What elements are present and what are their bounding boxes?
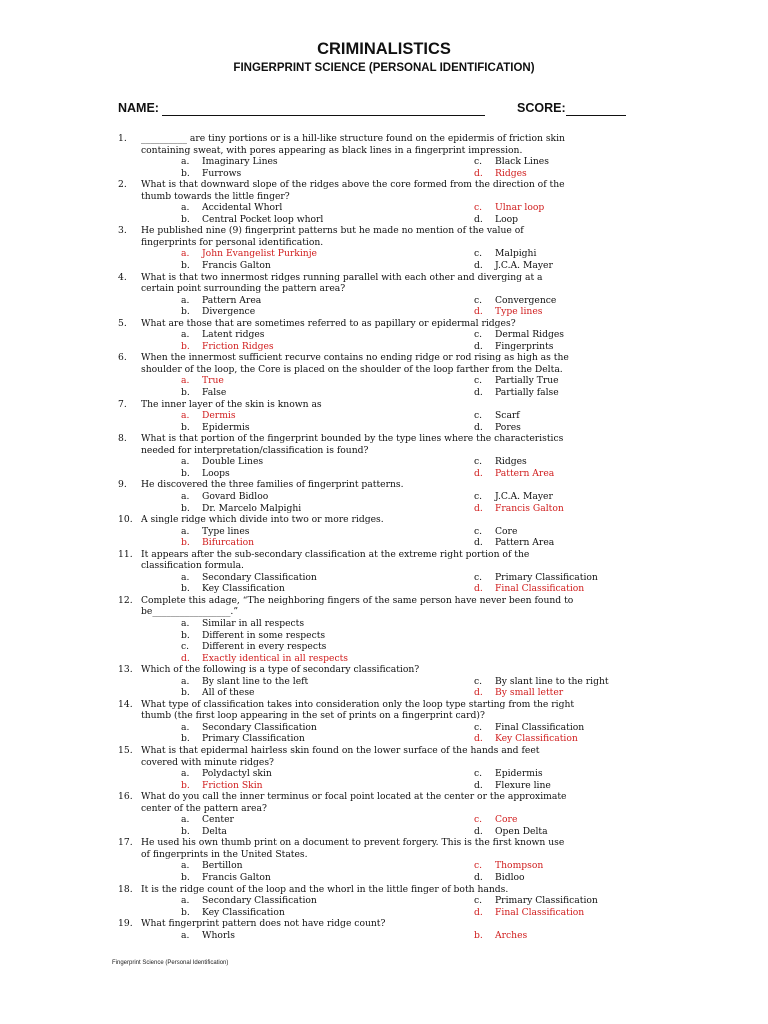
option-letter: b. (474, 929, 483, 941)
option-row (118, 583, 648, 595)
question-text-line (118, 272, 648, 284)
option-letter: b. (181, 537, 190, 549)
option-row (118, 860, 648, 872)
option-text: Key Classification (202, 583, 285, 595)
question-number: 19. (118, 918, 133, 930)
option-letter: b. (181, 825, 190, 837)
option-text: Bifurcation (202, 537, 255, 549)
question-number: 15. (118, 744, 133, 756)
option-row (118, 768, 648, 780)
option-row (118, 537, 648, 549)
option-text: Final Classification (495, 906, 585, 918)
option-row (118, 780, 648, 792)
option-text: Thompson (495, 860, 544, 872)
option-letter: d. (474, 583, 483, 595)
option-letter: c. (474, 895, 483, 907)
question-text-line (118, 710, 648, 722)
question-text: Complete this adage, “The neighboring fingers of the same person have never been found to (141, 594, 574, 606)
option-letter: a. (181, 248, 190, 260)
question-item (118, 179, 648, 225)
question-number: 1. (118, 133, 127, 144)
name-field[interactable] (162, 115, 485, 116)
option-row (118, 410, 648, 422)
question-text-line (118, 918, 648, 930)
option-text: Dermal Ridges (495, 329, 565, 341)
option-text: By slant line to the right (495, 675, 609, 687)
option-row (118, 156, 648, 168)
question-item (118, 918, 648, 941)
option-text: John Evangelist Purkinje (202, 248, 317, 260)
question-text-line (118, 757, 648, 769)
option-letter: d. (474, 213, 483, 225)
option-text: Partially false (495, 387, 559, 399)
option-text: Secondary Classification (202, 571, 317, 583)
option-letter: a. (181, 721, 190, 733)
option-letter: c. (474, 375, 483, 387)
option-letter: b. (181, 340, 190, 352)
option-row (118, 895, 648, 907)
option-text: Exactly identical in all respects (202, 652, 349, 664)
option-letter: d. (181, 652, 190, 664)
option-text: Imaginary Lines (202, 156, 278, 168)
option-text: Double Lines (202, 456, 264, 468)
question-text-line (118, 318, 648, 330)
question-item (118, 595, 648, 664)
name-score-row (118, 101, 638, 119)
question-text: thumb (the first loop appearing in the set of prints on a fingerprint card)? (141, 710, 485, 722)
option-text: Primary Classification (495, 571, 598, 583)
question-text: shoulder of the loop, the Core is placed on the shoulder of the loop farther from the Delta. (141, 363, 563, 375)
option-row (118, 687, 648, 699)
option-letter: a. (181, 768, 190, 780)
option-text: Final Classification (495, 583, 585, 595)
question-text-line (118, 145, 648, 157)
option-letter: d. (474, 733, 483, 745)
option-text: Partially True (495, 375, 559, 387)
question-number: 7. (118, 398, 127, 410)
question-text-line (118, 849, 648, 861)
option-text: Dermis (202, 410, 236, 422)
score-label: SCORE: (517, 101, 566, 115)
option-text: Francis Galton (202, 260, 271, 272)
option-row (118, 295, 648, 307)
question-text: covered with minute ridges? (141, 756, 274, 768)
question-text: A single ridge which divide into two or more ridges. (141, 514, 384, 526)
option-text: Different in some respects (202, 629, 326, 641)
option-row (118, 387, 648, 399)
option-row (118, 306, 648, 318)
option-letter: a. (181, 456, 190, 468)
option-row (118, 641, 648, 653)
question-number: 2. (118, 179, 127, 191)
option-text: Bertillon (202, 860, 243, 872)
option-letter: c. (474, 329, 483, 341)
option-row (118, 733, 648, 745)
option-row (118, 202, 648, 214)
question-item (118, 272, 648, 318)
option-letter: c. (474, 248, 483, 260)
question-text-line (118, 606, 648, 618)
option-letter: d. (474, 872, 483, 883)
question-text-line (118, 433, 648, 445)
option-text: Final Classification (495, 721, 585, 733)
question-item (118, 225, 648, 271)
option-text: Polydactyl skin (202, 768, 272, 780)
option-text: Loop (495, 213, 519, 225)
question-item (118, 791, 648, 837)
option-row (118, 468, 648, 480)
option-row (118, 572, 648, 584)
option-text: Francis Galton (202, 872, 271, 883)
option-text: Epidermis (202, 421, 250, 433)
option-letter: d. (474, 167, 483, 179)
option-text: Key Classification (495, 733, 578, 745)
option-letter: b. (181, 502, 190, 514)
option-text: Black Lines (495, 156, 549, 168)
option-letter: b. (181, 779, 190, 791)
question-text: He discovered the three families of fingerprint patterns. (141, 479, 404, 491)
option-letter: c. (474, 721, 483, 733)
option-letter: d. (474, 260, 483, 272)
question-text: needed for interpretation/classification is found? (141, 444, 369, 456)
option-text: Malpighi (495, 248, 537, 260)
option-row (118, 422, 648, 434)
question-text: certain point surrounding the pattern area? (141, 283, 346, 295)
option-text: Different in every respects (202, 641, 327, 653)
option-text: Friction Ridges (202, 340, 274, 352)
option-text: Type lines (495, 306, 543, 318)
option-letter: a. (181, 375, 190, 387)
option-text: Fingerprints (495, 340, 554, 352)
option-letter: a. (181, 202, 190, 214)
option-row (118, 214, 648, 226)
option-letter: a. (181, 929, 190, 941)
question-text: It is the ridge count of the loop and the whorl in the little finger of both hands. (141, 883, 509, 895)
option-letter: b. (181, 872, 190, 883)
option-row (118, 503, 648, 515)
question-text-line (118, 479, 648, 491)
option-text: J.C.A. Mayer (495, 490, 553, 502)
question-text: classification formula. (141, 560, 244, 572)
question-item (118, 837, 648, 883)
option-letter: c. (474, 860, 483, 872)
option-letter: c. (474, 202, 483, 214)
option-letter: d. (474, 906, 483, 918)
question-number: 8. (118, 433, 127, 445)
option-text: Delta (202, 825, 227, 837)
question-text: containing sweat, with pores appearing as black lines in a fingerprint impression. (141, 144, 523, 156)
option-text: Francis Galton (495, 502, 564, 514)
option-letter: a. (181, 294, 190, 306)
question-item (118, 514, 648, 549)
option-letter: d. (474, 687, 483, 699)
question-text-line (118, 837, 648, 849)
question-text: fingerprints for personal identification. (141, 236, 324, 248)
option-row (118, 630, 648, 642)
question-text-line (118, 664, 648, 676)
option-letter: a. (181, 490, 190, 502)
option-letter: b. (181, 629, 190, 641)
question-number: 10. (118, 514, 133, 526)
document-title: CRIMINALISTICS (317, 40, 451, 58)
question-text: Which of the following is a type of secondary classification? (141, 664, 420, 676)
option-text: By small letter (495, 687, 564, 699)
option-row (118, 260, 648, 272)
question-text: What is that two innermost ridges running parallel with each other and diverging at a (141, 271, 543, 283)
question-text-line (118, 595, 648, 607)
option-row (118, 456, 648, 468)
question-number: 13. (118, 664, 133, 676)
question-text-line (118, 791, 648, 803)
option-letter: c. (474, 490, 483, 502)
option-letter: b. (181, 733, 190, 745)
question-number: 18. (118, 883, 133, 895)
question-item (118, 399, 648, 434)
question-text: He published nine (9) fingerprint patterns but he made no mention of the value of (141, 225, 524, 237)
option-letter: b. (181, 687, 190, 699)
option-text: Center (202, 814, 234, 826)
option-text: Latent ridges (202, 329, 265, 341)
question-text-line (118, 745, 648, 757)
question-number: 16. (118, 791, 133, 803)
option-text: Primary Classification (202, 733, 305, 745)
option-text: Furrows (202, 167, 242, 179)
question-item (118, 745, 648, 791)
option-letter: a. (181, 895, 190, 907)
question-text: When the innermost sufficient recurve contains no ending ridge or rod rising as high as the (141, 352, 569, 364)
question-item (118, 479, 648, 514)
option-text: Similar in all respects (202, 617, 305, 629)
question-text: What fingerprint pattern does not have ridge count? (141, 918, 386, 930)
question-text: be_________________.” (141, 606, 239, 618)
question-text: The inner layer of the skin is known as (141, 398, 322, 410)
question-item (118, 699, 648, 745)
question-text-line (118, 179, 648, 191)
option-letter: a. (181, 571, 190, 583)
option-letter: a. (181, 814, 190, 826)
option-letter: d. (474, 387, 483, 399)
option-row (118, 618, 648, 630)
option-text: Epidermis (495, 768, 543, 780)
option-text: By slant line to the left (202, 675, 309, 687)
question-text: It appears after the sub-secondary classification at the extreme right portion of the (141, 548, 530, 560)
question-text: thumb towards the little finger? (141, 190, 290, 202)
question-text-line (118, 549, 648, 561)
option-letter: d. (474, 421, 483, 433)
option-row (118, 722, 648, 734)
question-text: What is that epidermal hairless skin found on the lower surface of the hands and feet (141, 744, 540, 756)
option-text: Bidloo (495, 872, 525, 883)
question-text: What is that portion of the fingerprint bounded by the type lines where the characteristics (141, 433, 564, 445)
option-text: False (202, 387, 227, 399)
option-row (118, 872, 648, 884)
option-text: Core (495, 814, 518, 826)
question-item (118, 664, 648, 699)
option-row (118, 375, 648, 387)
option-text: Type lines (202, 525, 250, 537)
option-letter: b. (181, 260, 190, 272)
question-text: __________ are tiny portions or is a hill-like structure found on the epidermis of friction skin (141, 133, 565, 144)
option-text: Flexure line (495, 779, 551, 791)
score-field[interactable] (566, 115, 626, 116)
option-text: Central Pocket loop whorl (202, 213, 324, 225)
option-letter: b. (181, 467, 190, 479)
option-text: Dr. Marcelo Malpighi (202, 502, 302, 514)
question-text-line (118, 283, 648, 295)
question-text-line (118, 884, 648, 896)
option-letter: c. (474, 675, 483, 687)
question-text: What are those that are sometimes referred to as papillary or epidermal ridges? (141, 317, 516, 329)
document-subtitle: FINGERPRINT SCIENCE (PERSONAL IDENTIFICATION) (233, 62, 535, 74)
option-text: Ridges (495, 456, 527, 468)
question-text-line (118, 699, 648, 711)
option-letter: a. (181, 410, 190, 422)
option-text: Secondary Classification (202, 721, 317, 733)
option-letter: d. (474, 306, 483, 318)
question-text-line (118, 399, 648, 411)
option-text: Convergence (495, 294, 557, 306)
option-letter: c. (474, 571, 483, 583)
option-letter: b. (181, 421, 190, 433)
option-text: Primary Classification (495, 895, 598, 907)
option-letter: c. (474, 410, 483, 422)
option-letter: a. (181, 156, 190, 168)
option-text: Pattern Area (202, 294, 262, 306)
question-text: He used his own thumb print on a document to prevent forgery. This is the first known use (141, 837, 565, 849)
option-letter: c. (181, 641, 190, 653)
question-number: 3. (118, 225, 127, 237)
option-text: Scarf (495, 410, 520, 422)
option-letter: b. (181, 387, 190, 399)
option-text: Whorls (202, 929, 235, 941)
option-text: Key Classification (202, 906, 285, 918)
question-text-line (118, 803, 648, 815)
question-text: of fingerprints in the United States. (141, 848, 308, 860)
option-letter: a. (181, 675, 190, 687)
question-list (118, 133, 648, 941)
option-text: Divergence (202, 306, 256, 318)
option-text: Arches (495, 929, 528, 941)
name-label: NAME: (118, 101, 159, 115)
option-row (118, 814, 648, 826)
option-row (118, 907, 648, 919)
question-text-line (118, 237, 648, 249)
question-text-line (118, 225, 648, 237)
option-letter: b. (181, 583, 190, 595)
option-text: Ridges (495, 167, 527, 179)
option-row (118, 930, 648, 942)
option-text: Core (495, 525, 518, 537)
option-text: True (202, 375, 224, 387)
question-item (118, 352, 648, 398)
option-row (118, 826, 648, 838)
option-row (118, 491, 648, 503)
option-letter: d. (474, 825, 483, 837)
option-text: Friction Skin (202, 779, 263, 791)
question-number: 9. (118, 479, 127, 491)
option-letter: c. (474, 156, 483, 168)
question-text-line (118, 364, 648, 376)
question-text: What is that downward slope of the ridges above the core formed from the direction of the (141, 179, 565, 191)
option-text: Loops (202, 467, 230, 479)
option-letter: b. (181, 306, 190, 318)
question-item (118, 433, 648, 479)
option-letter: b. (181, 167, 190, 179)
option-text: Accidental Whorl (202, 202, 283, 214)
option-letter: a. (181, 617, 190, 629)
question-number: 14. (118, 698, 133, 710)
option-letter: c. (474, 294, 483, 306)
question-number: 6. (118, 352, 127, 364)
option-row (118, 526, 648, 538)
option-letter: a. (181, 860, 190, 872)
option-letter: b. (181, 213, 190, 225)
option-letter: d. (474, 467, 483, 479)
question-number: 4. (118, 271, 127, 283)
question-number: 11. (118, 548, 133, 560)
question-text-line (118, 560, 648, 572)
option-letter: a. (181, 525, 190, 537)
question-number: 12. (118, 594, 133, 606)
option-row (118, 676, 648, 688)
question-text: What do you call the inner terminus or focal point located at the center or the approximate (141, 791, 567, 803)
question-text: What type of classification takes into consideration only the loop type starting from the right (141, 698, 575, 710)
question-text-line (118, 133, 648, 145)
option-text: J.C.A. Mayer (495, 260, 553, 272)
option-text: Ulnar loop (495, 202, 545, 214)
option-row (118, 653, 648, 665)
option-text: Open Delta (495, 825, 548, 837)
option-text: Pores (495, 421, 521, 433)
option-letter: a. (181, 329, 190, 341)
option-text: Secondary Classification (202, 895, 317, 907)
option-letter: d. (474, 537, 483, 549)
option-row (118, 168, 648, 180)
option-letter: c. (474, 525, 483, 537)
option-letter: d. (474, 779, 483, 791)
option-letter: c. (474, 768, 483, 780)
option-letter: c. (474, 456, 483, 468)
option-letter: d. (474, 502, 483, 514)
question-text-line (118, 514, 648, 526)
option-letter: b. (181, 906, 190, 918)
question-item (118, 318, 648, 353)
question-number: 5. (118, 317, 127, 329)
option-text: All of these (202, 687, 255, 699)
question-text-line (118, 445, 648, 457)
question-item (118, 549, 648, 595)
option-text: Pattern Area (495, 467, 555, 479)
question-text: center of the pattern area? (141, 802, 267, 814)
option-letter: c. (474, 814, 483, 826)
option-letter: d. (474, 340, 483, 352)
question-number: 17. (118, 837, 133, 849)
option-text: Govard Bidloo (202, 490, 269, 502)
option-row (118, 248, 648, 260)
option-text: Pattern Area (495, 537, 555, 549)
option-row (118, 329, 648, 341)
option-row (118, 341, 648, 353)
page-footer: Fingerprint Science (Personal Identification) (112, 960, 229, 966)
question-item (118, 884, 648, 919)
question-text-line (118, 191, 648, 203)
question-text-line (118, 352, 648, 364)
question-item (118, 133, 648, 179)
